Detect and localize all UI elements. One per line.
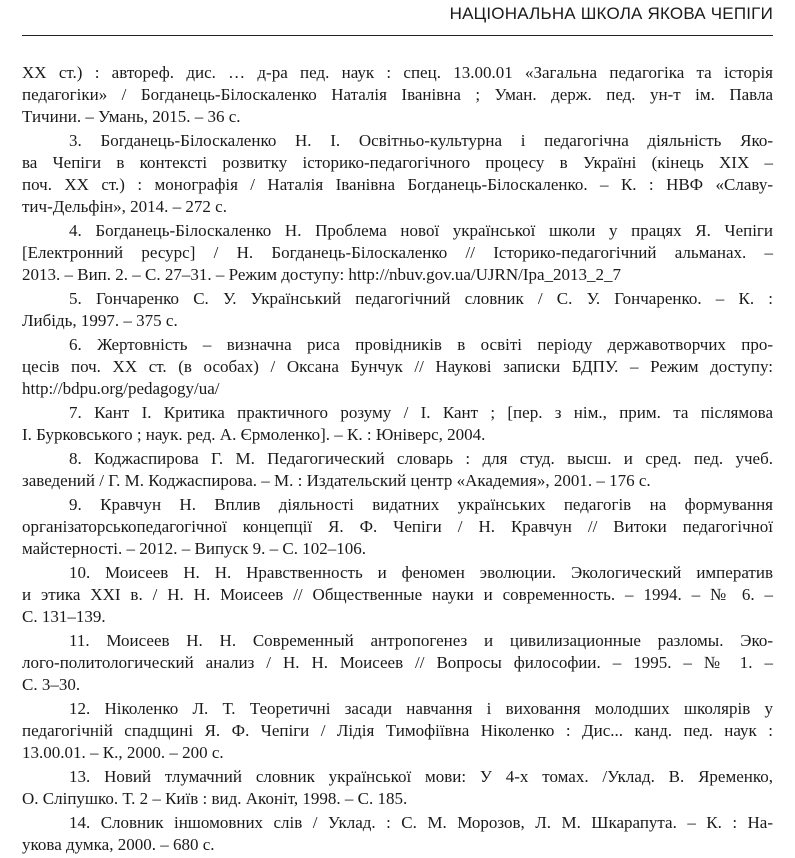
entry-line: 6. Жертовність – визначна риса провідників в освіті періоду державотворчих про- — [69, 335, 773, 354]
entry-line: 2013. – Вип. 2. – С. 27–31. – Режим доступу: http://nbuv.gov.ua/UJRN/Ipa_2013_2_7 — [22, 265, 622, 284]
entry-line: С. 3–30. — [22, 675, 81, 694]
entry-line: заведений / Г. М. Коджаспирова. – М. : Издательский центр «Академия», 2001. – 176 с. — [22, 471, 651, 490]
entry-line: організаторськопедагогічної концепції Я. Ф. Чепіги / Н. Кравчун // Витоки педагогічної — [22, 517, 773, 536]
entry-line: майстерності. – 2012. – Випуск 9. – С. 102–106. — [22, 539, 366, 558]
entry-line: 4. Богданець-Білоскаленко Н. Проблема нової української школи у працях Я. Чепіги — [69, 221, 773, 240]
bibliography — [22, 62, 773, 858]
reference-entry — [22, 288, 773, 332]
reference-entry — [22, 766, 773, 810]
reference-entry — [22, 220, 773, 286]
entry-line: 7. Кант І. Критика практичного розуму / І. Кант ; [пер. з нім., прим. та післямова — [69, 403, 773, 422]
entry-line: С. 131–139. — [22, 607, 106, 626]
entry-line: 11. Моисеев Н. Н. Современный антропогенез и цивилизационные разломы. Эко- — [69, 631, 773, 650]
reference-entry — [22, 448, 773, 492]
reference-entry — [22, 402, 773, 446]
entry-line: 9. Кравчун Н. Вплив діяльності видатних українських педагогів на формування — [69, 495, 773, 514]
entry-line: лого-политологический анализ / Н. Н. Моисеев // Вопросы философии. – 1995. – № 1. – — [22, 653, 773, 672]
reference-entry — [22, 630, 773, 696]
entry-line: І. Бурковського ; наук. ред. А. Єрмоленко]. – К. : Юніверс, 2004. — [22, 425, 486, 444]
running-header — [22, 0, 773, 36]
entry-line: поч. ХХ ст.) : монографія / Наталія Іванівна Богданець-Білоскаленко. – К. : НВФ «Славу- — [22, 175, 773, 194]
entry-line: 5. Гончаренко С. У. Український педагогічний словник / С. У. Гончаренко. – К. : — [69, 289, 773, 308]
entry-line: 13.00.01. – К., 2000. – 200 с. — [22, 743, 224, 762]
entry-line: XX ст.) : автореф. дис. … д-ра пед. наук : спец. 13.00.01 «Загальна педагогіка та історія — [22, 63, 773, 82]
reference-entry — [22, 698, 773, 764]
entry-line: 14. Словник іншомовних слів / Уклад. : С. М. Морозов, Л. М. Шкарапута. – К. : На- — [69, 813, 773, 832]
entry-line: укова думка, 2000. – 680 с. — [22, 835, 215, 854]
header-title: НАЦІОНАЛЬНА ШКОЛА ЯКОВА ЧЕПІГИ — [449, 4, 773, 23]
entry-line: педагогіки» / Богданець-Білоскаленко Наталія Іванівна ; Уман. держ. пед. ун-т ім. Павла — [22, 85, 773, 104]
entry-line: 3. Богданець-Білоскаленко Н. І. Освітньо-культурна і педагогічна діяльність Яко- — [69, 131, 773, 150]
entry-line: тич-Дельфін», 2014. – 272 с. — [22, 197, 227, 216]
entry-line: Либідь, 1997. – 375 с. — [22, 311, 178, 330]
entry-line: [Електронний ресурс] / Н. Богданець-Білоскаленко // Історико-педагогічний альманах. – — [22, 243, 773, 262]
reference-entry — [22, 130, 773, 218]
entry-line: и этика XXI в. / Н. Н. Моисеев // Общественные науки и современность. – 1994. – № 6. – — [22, 585, 773, 604]
entry-line: 12. Ніколенко Л. Т. Теоретичні засади навчання і виховання молодших школярів у — [69, 699, 773, 718]
entry-line: О. Сліпушко. Т. 2 – Київ : вид. Аконіт, 1998. – С. 185. — [22, 789, 408, 808]
reference-list — [22, 130, 773, 856]
reference-entry — [22, 494, 773, 560]
entry-line: Тичини. – Умань, 2015. – 36 с. — [22, 107, 241, 126]
entry-line: 13. Новий тлумачний словник української мови: У 4-х томах. /Уклад. В. Яременко, — [69, 767, 773, 786]
reference-entry — [22, 812, 773, 856]
entry-line: 10. Моисеев Н. Н. Нравственность и феномен эволюции. Экологический императив — [69, 563, 773, 582]
entry-line: педагогічній спадщині Я. Ф. Чепіги / Лідія Тимофіївна Ніколенко : Дис... канд. пед. наук : — [22, 721, 773, 740]
continued-entry — [22, 62, 773, 128]
entry-line: цесів поч. ХХ ст. (в особах) / Оксана Бунчук // Наукові записки БДПУ. – Режим доступу: — [22, 357, 773, 376]
entry-line: ва Чепіги в контексті розвитку історико-педагогічного процесу в Україні (кінець ХІХ – — [22, 153, 773, 172]
entry-line: http://bdpu.org/pedagogy/ua/ — [22, 379, 220, 398]
entry-line: 8. Коджаспирова Г. М. Педагогический словарь : для студ. высш. и сред. пед. учеб. — [69, 449, 773, 468]
reference-entry — [22, 562, 773, 628]
reference-entry — [22, 334, 773, 400]
